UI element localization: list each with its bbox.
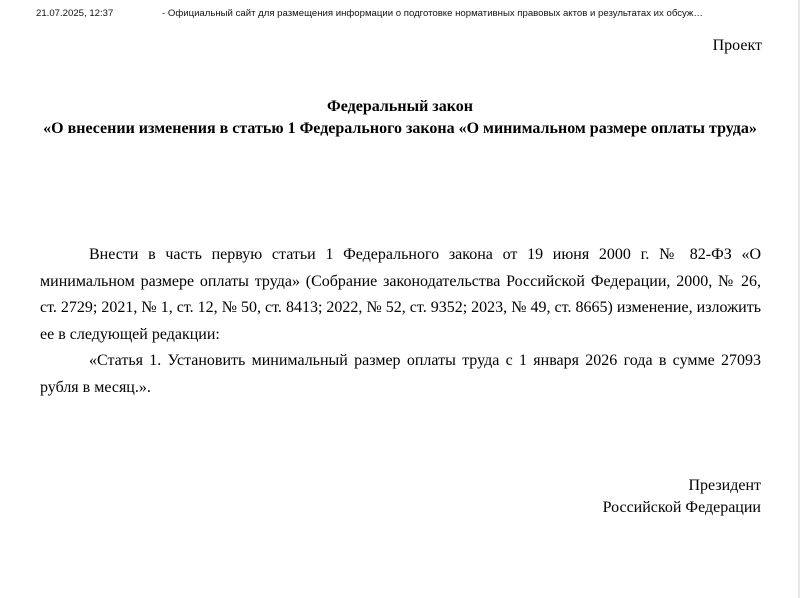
law-title: «О внесении изменения в статью 1 Федерального закона «О минимальном размере оплаты труда» <box>43 120 757 137</box>
site-title: - Официальный сайт для размещения информации о подготовке нормативных правовых актов и результатах их обсуж… <box>162 8 703 19</box>
print-header <box>36 8 776 19</box>
print-timestamp: 21.07.2025, 12:37 <box>36 8 114 19</box>
law-type: Федеральный закон <box>327 98 473 115</box>
law-paragraph-amendment: Внести в часть первую статьи 1 Федерального закона от 19 июня 2000 г. № 82-ФЗ «О минимальном размере оплаты труда» (Собрание законодательства Российской Федерации, 2000, № 26, ст. 2729; 2021, № 1, ст. 12, № 50, ст. 8413; 2022, № 52, ст. 9352; 2023, № 49, ст. 8665) изменение, изложить ее в следующей редакции: <box>40 246 761 343</box>
signature-block <box>603 475 761 519</box>
law-body <box>40 242 761 401</box>
signature-title: Президент <box>688 477 761 494</box>
law-paragraph-article: «Статья 1. Установить минимальный размер оплаты труда с 1 января 2026 года в сумме 27093 рубля в месяц.». <box>40 352 761 396</box>
draft-label: Проект <box>712 37 762 54</box>
signature-organization: Российской Федерации <box>602 499 761 516</box>
law-heading <box>30 96 770 140</box>
